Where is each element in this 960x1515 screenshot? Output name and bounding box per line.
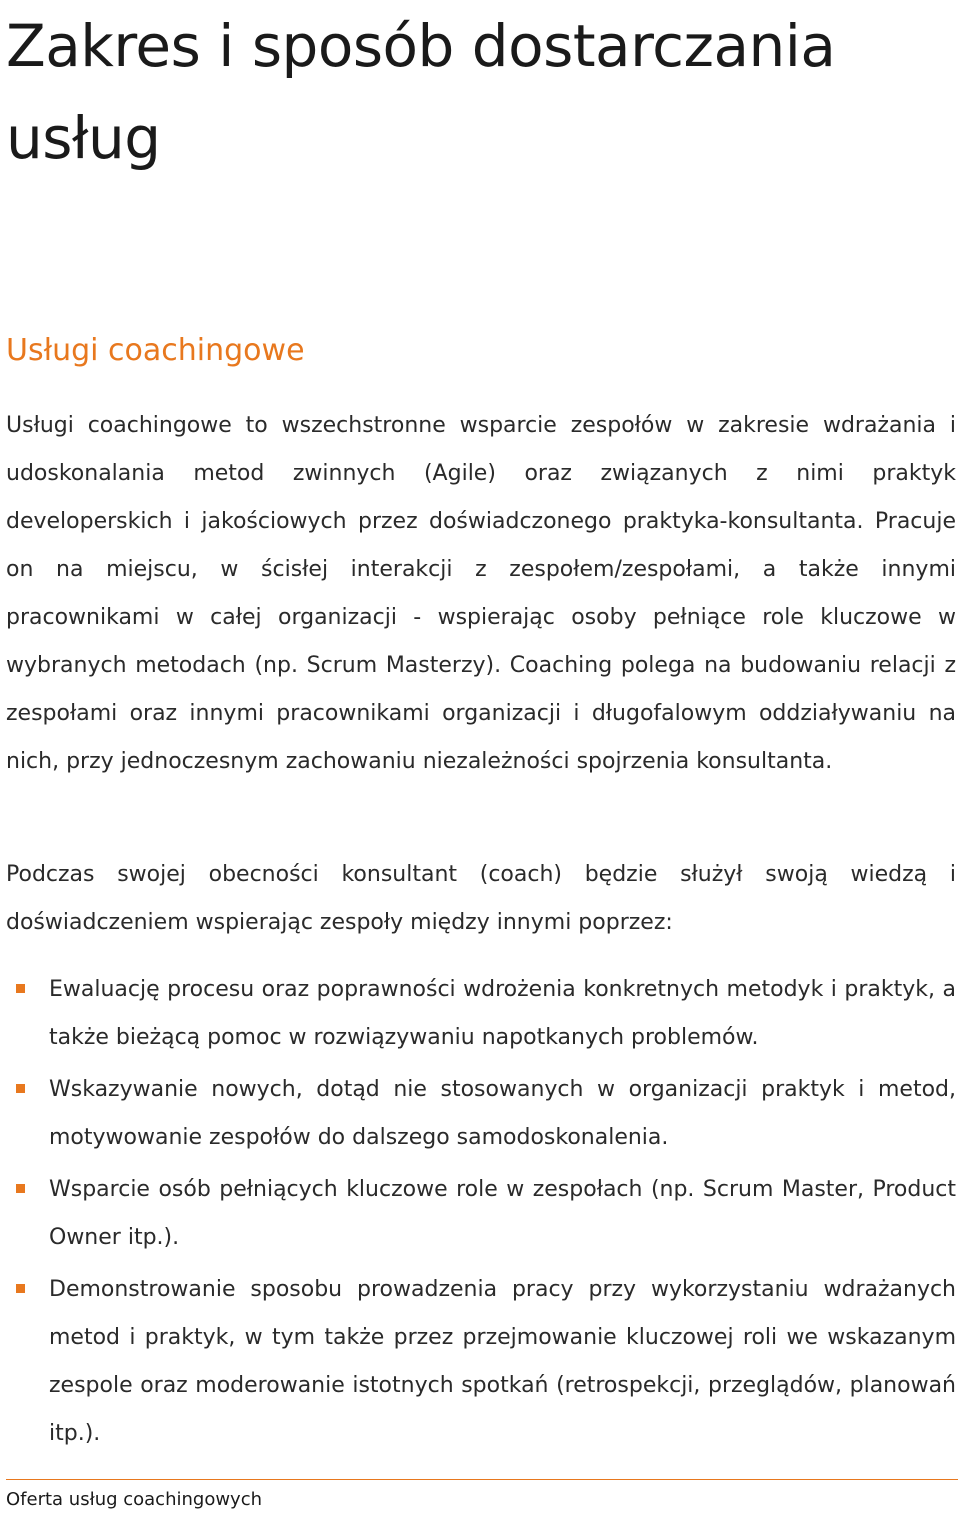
- footer-divider: [6, 1479, 958, 1480]
- list-item-text: Wsparcie osób pełniących kluczowe role w zespołach (np. Scrum Master, Product Owner itp.).: [49, 1177, 956, 1250]
- list-item: [6, 1066, 956, 1162]
- square-bullet-icon: [16, 1184, 25, 1193]
- list-item-text: Ewaluację procesu oraz poprawności wdrożenia konkretnych metodyk i praktyk, a także bieżącą pomoc w rozwiązywaniu napotkanych problemów.: [49, 977, 956, 1050]
- document-page: [6, 0, 956, 1446]
- page-title: Zakres i sposób dostarczania usług: [6, 12, 836, 172]
- square-bullet-icon: [16, 1284, 25, 1293]
- square-bullet-icon: [16, 984, 25, 993]
- services-list: [6, 966, 956, 1462]
- section-heading: Usługi coachingowe: [6, 333, 305, 368]
- list-item-text: Wskazywanie nowych, dotąd nie stosowanych w organizacji praktyk i metod, motywowanie zespołów do dalszego samodoskonalenia.: [49, 1077, 956, 1150]
- paragraph-intro: Usługi coachingowe to wszechstronne wsparcie zespołów w zakresie wdrażania i udoskonalania metod zwinnych (Agile) oraz związanych z nimi praktyk developerskich i jakościowych przez doświadczonego praktyka-konsultanta. Pracuje on na miejscu, w ścisłej interakcji z zespołem/zespołami, a także innymi pracownikami w całej organizacji - wspierając osoby pełniące role kluczowe w wybranych metodach (np. Scrum Masterzy). Coaching polega na budowaniu relacji z zespołami oraz innymi pracownikami organizacji i długofalowym oddziaływaniu na nich, przy jednoczesnym zachowaniu niezależności spojrzenia konsultanta.: [6, 413, 956, 774]
- square-bullet-icon: [16, 1084, 25, 1093]
- list-item: [6, 1266, 956, 1458]
- paragraph-consultant-role: Podczas swojej obecności konsultant (coach) będzie służył swoją wiedzą i doświadczeniem wspierając zespoły między innymi poprzez:: [6, 862, 956, 935]
- footer-label: Oferta usług coachingowych: [6, 1489, 263, 1510]
- list-item: [6, 1166, 956, 1262]
- list-item: [6, 966, 956, 1062]
- list-item-text: Demonstrowanie sposobu prowadzenia pracy przy wykorzystaniu wdrażanych metod i praktyk, w tym także przez przejmowanie kluczowej roli we wskazanym zespole oraz moderowanie istotnych spotkań (retrospekcji, przeglądów, planowań itp.).: [49, 1277, 956, 1446]
